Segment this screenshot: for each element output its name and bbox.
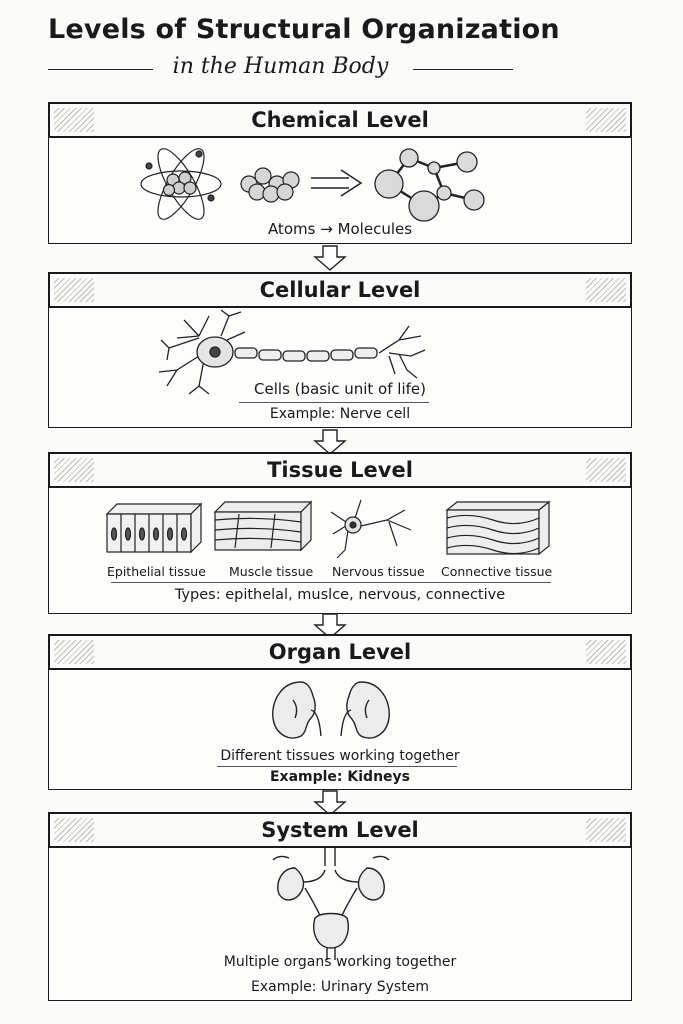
urinary-system-icon: [273, 848, 389, 960]
muscle-tissue-icon: [215, 502, 311, 550]
atom-icon: [141, 143, 221, 225]
organ-level-title: Organ Level: [268, 640, 412, 664]
cellular-level-panel: [48, 308, 632, 428]
caption-underline: [239, 402, 429, 403]
epithelial-tissue-icon: [107, 504, 201, 552]
organ-caption: Different tissues working together: [220, 748, 460, 764]
molecule-cluster-icon: [241, 168, 299, 202]
connective-tissue-label: Connective tissue: [441, 564, 553, 579]
chemical-level-header: [48, 102, 632, 138]
tissue-level-title: Tissue Level: [267, 458, 413, 482]
system-level-title: System Level: [261, 818, 419, 842]
chemical-level-panel: [48, 138, 632, 244]
chemical-level-title: Chemical Level: [251, 108, 429, 132]
connective-tissue-icon: [447, 502, 549, 554]
subtitle-block: [48, 52, 513, 84]
subtitle-rule-right: [413, 69, 513, 70]
system-example: Example: Urinary System: [251, 979, 429, 995]
molecule-icon: [375, 149, 484, 221]
types-divider: [111, 582, 551, 583]
organ-example: Example: Kidneys: [269, 769, 410, 785]
system-level-panel: [48, 848, 632, 1001]
cellular-example: Example: Nerve cell: [269, 406, 411, 422]
cellular-caption: Cells (basic unit of life): [254, 380, 426, 398]
diagram-title: Levels of Structural Organization: [48, 14, 560, 45]
double-arrow-icon: [311, 170, 361, 196]
cellular-level-header: [48, 272, 632, 308]
atoms-label: Atoms: [267, 220, 316, 238]
nervous-tissue-label: Nervous tissue: [332, 564, 425, 579]
kidneys-icon: [273, 682, 390, 738]
nervous-tissue-icon: [331, 500, 411, 558]
down-arrow-icon: [310, 245, 350, 271]
caption-underline: [217, 766, 457, 767]
muscle-tissue-label: Muscle tissue: [229, 564, 314, 579]
atoms-to-molecules-arrow: →: [320, 220, 333, 238]
tissue-level-header: [48, 452, 632, 488]
diagram-subtitle: in the Human Body: [172, 54, 389, 79]
tissue-types-caption: Types: epithelal, muslce, nervous, connective: [174, 587, 506, 603]
cellular-level-title: Cellular Level: [259, 278, 421, 302]
organ-level-header: [48, 634, 632, 670]
system-level-header: [48, 812, 632, 848]
atoms-molecules-caption: [49, 220, 631, 238]
tissue-level-panel: [48, 488, 632, 614]
epithelial-tissue-label: Epithelial tissue: [107, 564, 206, 579]
molecules-label: Molecules: [337, 220, 413, 238]
organ-level-panel: [48, 670, 632, 790]
system-caption: Multiple organs working together: [223, 954, 457, 970]
